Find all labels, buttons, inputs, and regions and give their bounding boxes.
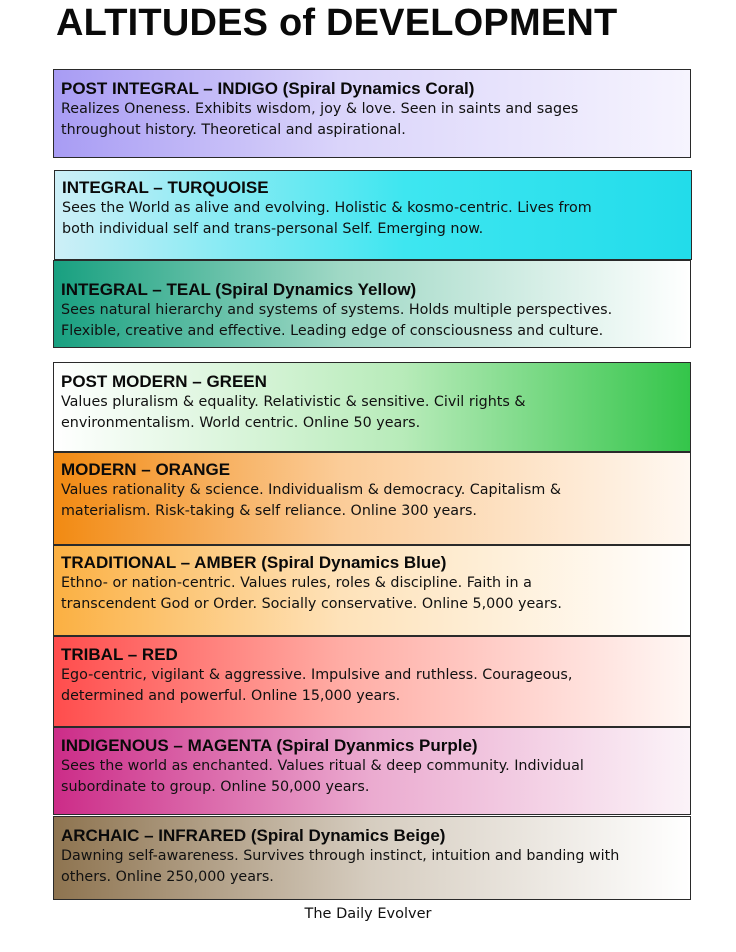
footer-credit: The Daily Evolver [304, 906, 432, 922]
level-traditional-amber [53, 545, 691, 636]
level-heading: TRADITIONAL – AMBER (Spiral Dynamics Blue) [61, 553, 447, 572]
level-description: Values rationality & science. Individualism & democracy. Capitalism & materialism. Risk-taking & self reliance. Online 300 years. [61, 482, 561, 519]
level-heading: INTEGRAL – TEAL (Spiral Dynamics Yellow) [61, 280, 417, 299]
level-archaic-infrared [53, 816, 691, 900]
level-heading: INDIGENOUS – MAGENTA (Spiral Dyanmics Purple) [61, 736, 478, 755]
level-description: Sees the World as alive and evolving. Holistic & kosmo-centric. Lives from both individual self and trans-personal Self. Emerging now. [62, 200, 592, 237]
level-modern-orange [53, 452, 691, 545]
level-description: Realizes Oneness. Exhibits wisdom, joy & love. Seen in saints and sages throughout history. Theoretical and aspirational. [61, 101, 579, 138]
level-heading: TRIBAL – RED [61, 645, 178, 664]
level-description: Sees the world as enchanted. Values ritual & deep community. Individual subordinate to group. Online 50,000 years. [61, 758, 584, 795]
level-description: Ego-centric, vigilant & aggressive. Impulsive and ruthless. Courageous, determined and powerful. Online 15,000 years. [61, 667, 573, 704]
level-heading: INTEGRAL – TURQUOISE [62, 178, 269, 197]
level-integral-teal [53, 260, 691, 348]
level-post-modern-green [53, 362, 691, 452]
level-tribal-red [53, 636, 691, 727]
level-heading: MODERN – ORANGE [61, 460, 231, 479]
level-heading: ARCHAIC – INFRARED (Spiral Dynamics Beige) [61, 826, 446, 845]
level-post-integral-indigo [53, 69, 691, 158]
level-heading: POST MODERN – GREEN [61, 372, 267, 391]
level-description: Ethno- or nation-centric. Values rules, roles & discipline. Faith in a transcendent God or Order. Socially conservative. Online 5,000 years. [61, 575, 562, 612]
level-heading: POST INTEGRAL – INDIGO (Spiral Dynamics Coral) [61, 79, 475, 98]
level-description: Values pluralism & equality. Relativistic & sensitive. Civil rights & environmentalism. World centric. Online 50 years. [61, 394, 526, 431]
level-description: Sees natural hierarchy and systems of systems. Holds multiple perspectives. Flexible, creative and effective. Leading edge of consciousness and culture. [61, 302, 613, 339]
level-description: Dawning self-awareness. Survives through instinct, intuition and banding with others. Online 250,000 years. [61, 848, 620, 885]
level-integral-turquoise [54, 170, 692, 260]
page-title: ALTITUDES of DEVELOPMENT [56, 2, 618, 44]
level-indigenous-magenta [53, 727, 691, 815]
